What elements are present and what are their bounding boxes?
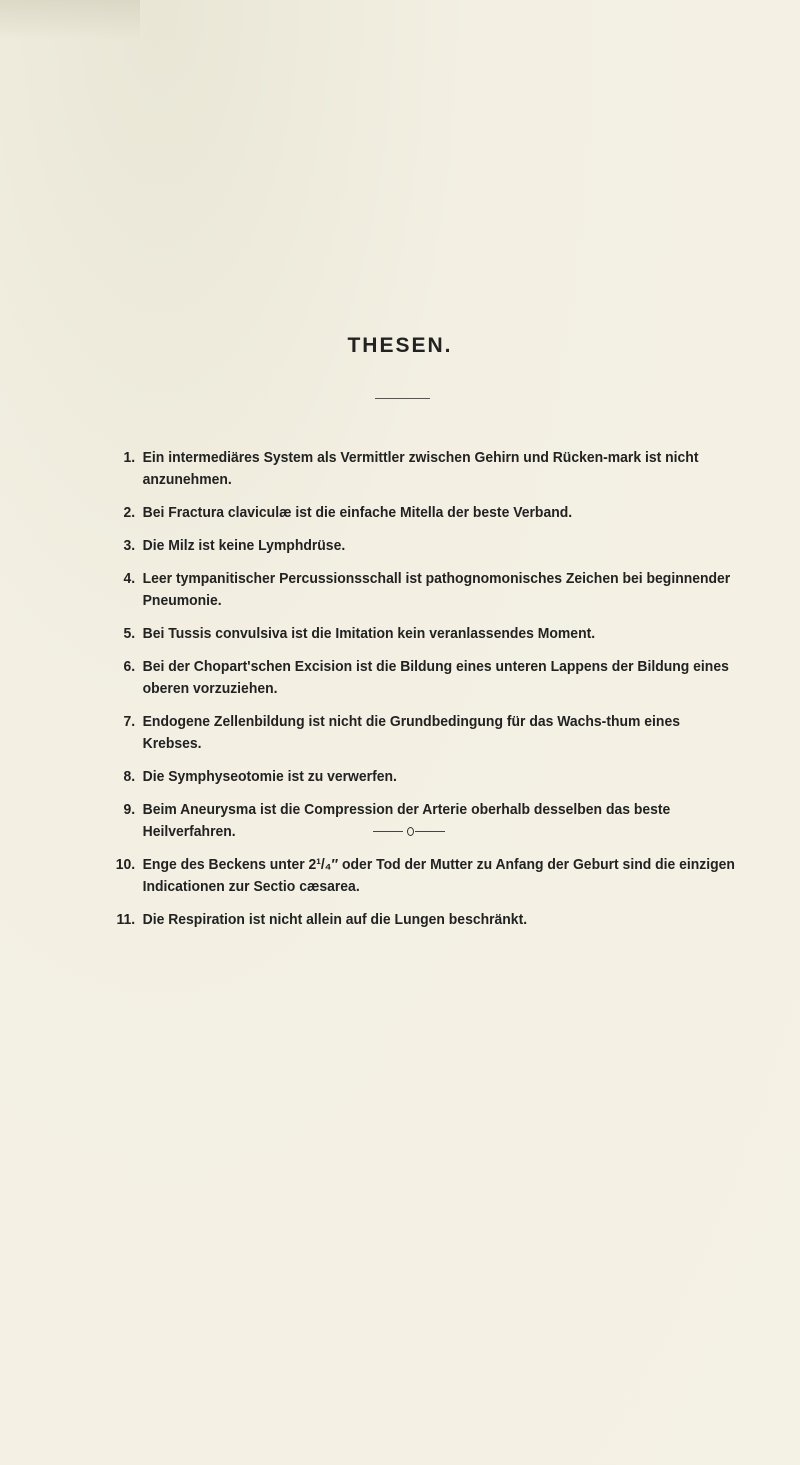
thesis-number: 11. <box>116 911 136 928</box>
thesis-item <box>111 447 739 491</box>
document-title: THESEN. <box>347 334 453 357</box>
thesis-item <box>111 799 739 843</box>
paper-shading <box>0 0 140 40</box>
ornament-line-right <box>415 831 445 832</box>
thesis-number: 6. <box>123 658 136 675</box>
thesis-number: 3. <box>123 537 136 554</box>
closing-ornament <box>373 826 453 836</box>
thesis-number: 5. <box>123 625 136 642</box>
thesis-number: 7. <box>123 713 136 730</box>
thesis-text: Bei Fractura claviculæ ist die einfache Mitella der beste Verband. <box>142 504 573 521</box>
thesis-text: Leer tympanitischer Percussionsschall ist pathognomonisches Zeichen bei beginnender Pneumonie. <box>142 570 731 609</box>
ornament-dot-icon <box>407 827 414 836</box>
thesis-item <box>111 568 739 612</box>
thesis-item <box>111 711 739 755</box>
title-divider <box>375 398 430 399</box>
thesis-item <box>111 623 739 645</box>
thesis-number: 4. <box>123 570 136 587</box>
thesis-number: 9. <box>123 801 136 818</box>
thesis-text: Bei der Chopart'schen Excision ist die Bildung eines unteren Lappens der Bildung eines oberen vorzuziehen. <box>142 658 729 697</box>
thesis-text: Enge des Beckens unter 2¹/₄″ oder Tod der Mutter zu Anfang der Geburt sind die einzigen Indicationen zur Sectio cæsarea. <box>142 856 735 895</box>
thesis-item <box>111 854 739 898</box>
thesis-item <box>111 502 739 524</box>
thesis-text: Endogene Zellenbildung ist nicht die Grundbedingung für das Wachs-thum eines Krebses. <box>142 713 680 752</box>
thesis-text: Die Respiration ist nicht allein auf die Lungen beschränkt. <box>142 911 528 928</box>
thesis-text: Beim Aneurysma ist die Compression der Arterie oberhalb desselben das beste Heilverfahren. <box>142 801 671 840</box>
thesis-text: Ein intermediäres System als Vermittler zwischen Gehirn und Rücken-mark ist nicht anzunehmen. <box>142 449 699 488</box>
thesis-item <box>111 909 739 931</box>
thesis-item <box>111 766 739 788</box>
thesis-text: Die Milz ist keine Lymphdrüse. <box>142 537 346 554</box>
thesis-number: 10. <box>115 856 136 873</box>
thesis-number: 8. <box>123 768 136 785</box>
thesis-item <box>111 535 739 557</box>
thesis-number: 1. <box>123 449 136 466</box>
thesis-text: Bei Tussis convulsiva ist die Imitation kein veranlassendes Moment. <box>142 625 596 642</box>
thesis-item <box>111 656 739 700</box>
thesis-number: 2. <box>123 504 136 521</box>
ornament-line-left <box>373 831 403 832</box>
theses-list <box>111 447 735 942</box>
thesis-text: Die Symphyseotomie ist zu verwerfen. <box>142 768 397 785</box>
